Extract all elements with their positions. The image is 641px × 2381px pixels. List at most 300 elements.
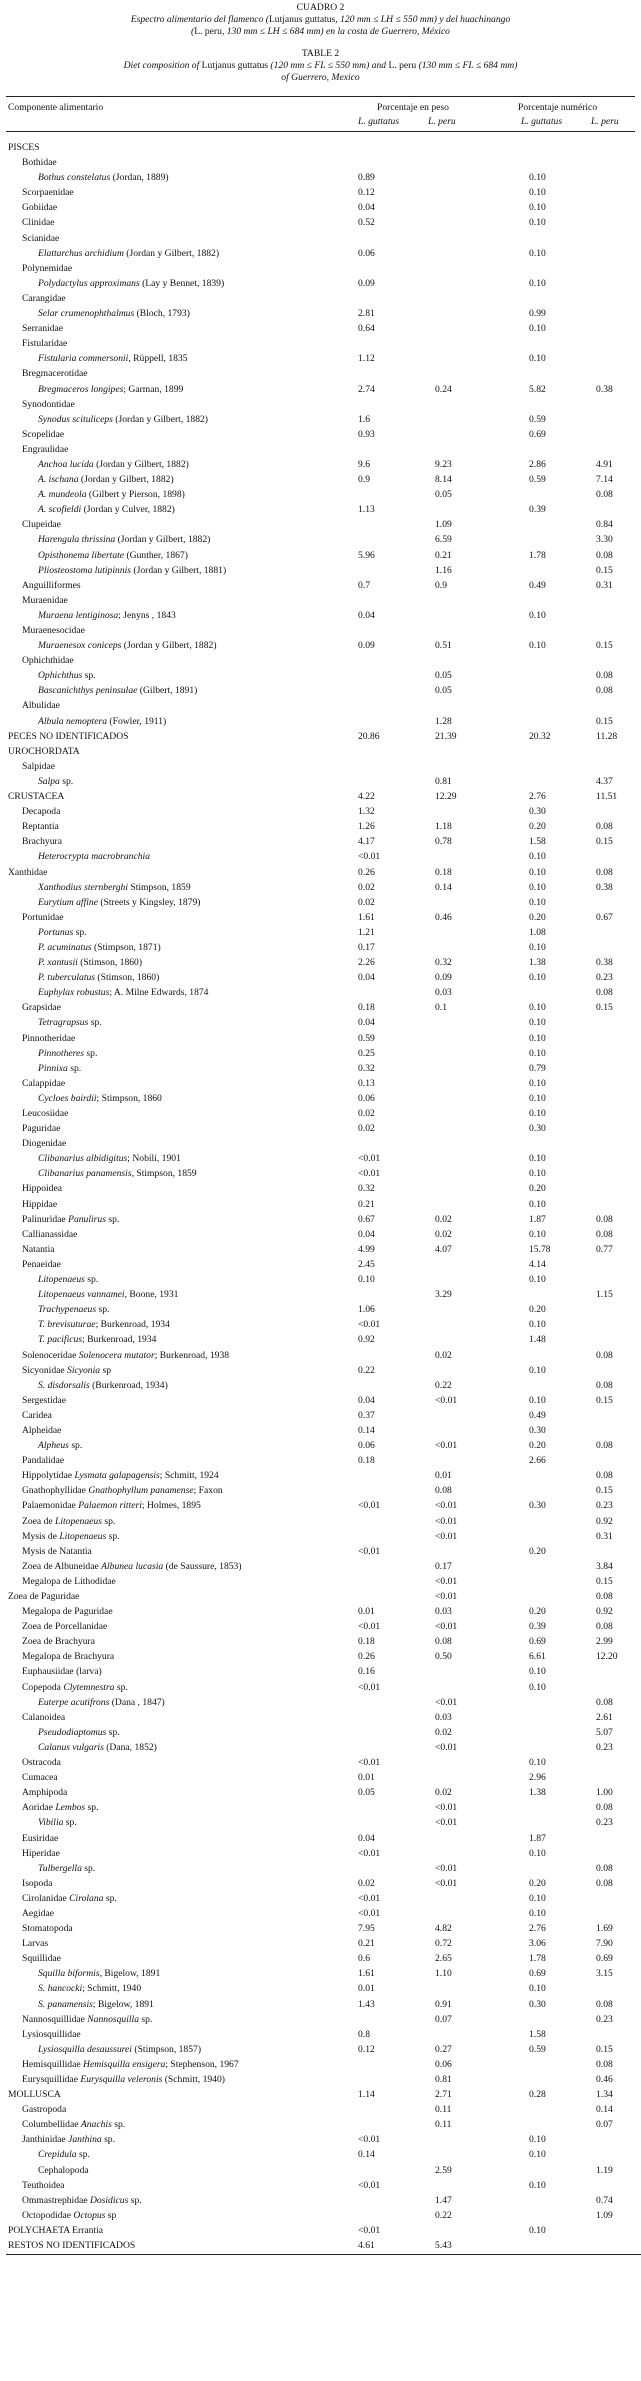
value-peru-weight: 0.05 (435, 489, 452, 501)
taxon-name (38, 849, 150, 864)
taxon-name (22, 1212, 119, 1227)
value-peru-numeric: 0.38 (596, 957, 613, 969)
value-guttatus-numeric: 0.10 (529, 1983, 546, 1995)
taxon-label: Solenoceridae (22, 1349, 79, 1361)
value-guttatus-numeric: 1.78 (529, 549, 546, 561)
value-guttatus-weight: <0.01 (358, 1168, 381, 1180)
taxon-name (22, 1619, 107, 1634)
table-row (0, 1498, 641, 1513)
table-row (0, 1755, 641, 1770)
taxon-name (22, 2208, 116, 2223)
table-row (0, 1529, 641, 1544)
taxon-genus: Clytemnestra (63, 1681, 115, 1693)
table-row (0, 1664, 641, 1679)
table-row (0, 261, 641, 276)
value-peru-weight: 1.16 (435, 564, 452, 576)
table-row (0, 351, 641, 366)
taxon-genus: Palaemon ritteri (78, 1500, 142, 1512)
value-guttatus-weight: <0.01 (358, 1621, 381, 1633)
table-row (0, 1695, 641, 1710)
taxon-name (22, 1755, 61, 1770)
taxon-name (22, 1197, 57, 1212)
value-guttatus-numeric: 0.10 (529, 1394, 546, 1406)
value-guttatus-weight: <0.01 (358, 2224, 381, 2236)
value-guttatus-weight: 0.37 (358, 1409, 375, 1421)
value-guttatus-weight: 5.96 (358, 549, 375, 561)
value-guttatus-numeric: 1.38 (529, 1787, 546, 1799)
taxon-authority: sp. (84, 1047, 98, 1059)
value-peru-numeric: 0.08 (596, 1621, 613, 1633)
taxon-label: Litopenaeus (38, 1274, 85, 1286)
taxon-label: Cephalopoda (38, 2164, 89, 2176)
value-guttatus-numeric: 0.10 (529, 881, 546, 893)
value-peru-numeric: 3.84 (596, 1560, 613, 1572)
taxon-authority: ; Schmitt, 1940 (82, 1983, 142, 1995)
value-guttatus-numeric: 0.20 (529, 1183, 546, 1195)
taxon-label: Xanthodius sternberghi (38, 881, 128, 893)
taxon-name (22, 1544, 92, 1559)
taxon-label: Amphipoda (22, 1787, 68, 1799)
taxon-label: Portunus (38, 926, 74, 938)
table-row (0, 2027, 641, 2042)
value-guttatus-numeric: 3.06 (529, 1938, 546, 1950)
taxon-label: Ophichthus (38, 670, 83, 682)
caption-title-en-line-2: of Guerrero, Mexico (281, 72, 360, 83)
value-peru-numeric: 12.20 (596, 1651, 618, 1663)
table-row (0, 170, 641, 185)
value-peru-numeric: 0.38 (596, 881, 613, 893)
value-guttatus-weight: 0.64 (358, 323, 375, 335)
table-row (0, 1106, 641, 1121)
value-guttatus-numeric: 4.14 (529, 1258, 546, 1270)
value-peru-numeric: 3.30 (596, 534, 613, 546)
taxon-label: RESTOS NO IDENTIFICADOS (8, 2240, 136, 2252)
taxon-name (22, 834, 62, 849)
taxon-name (22, 2057, 239, 2072)
taxon-name (22, 1710, 65, 1725)
value-guttatus-weight: 0.25 (358, 1047, 375, 1059)
taxon-label: Euphausiidae (larva) (22, 1666, 102, 1678)
table-row (0, 397, 641, 412)
taxon-authority: (Dana, 1852) (103, 1741, 157, 1753)
value-peru-numeric: 0.08 (596, 1349, 613, 1361)
value-guttatus-weight: 0.04 (358, 1017, 375, 1029)
value-guttatus-weight: 9.6 (358, 458, 370, 470)
value-peru-numeric: 0.08 (596, 1440, 613, 1452)
table-row (0, 698, 641, 713)
taxon-label: Heterocrypta macrobranchia (38, 851, 150, 863)
value-peru-weight: <0.01 (435, 1575, 458, 1587)
taxon-authority: ; Schmitt, 1924 (159, 1470, 219, 1482)
value-guttatus-numeric: 0.10 (529, 1847, 546, 1859)
table-row (0, 1287, 641, 1302)
taxon-label: Mysis de Natantia (22, 1545, 92, 1557)
taxon-name (22, 1498, 201, 1513)
table-row (0, 1619, 641, 1634)
table-row (0, 1574, 641, 1589)
table-row (0, 155, 641, 170)
taxon-authority: (Jordan y Gilbert, 1882) (121, 640, 217, 652)
table-row (0, 1514, 641, 1529)
taxon-label: T. pacificus (38, 1334, 83, 1346)
table-row (0, 457, 641, 472)
table-row (0, 1770, 641, 1785)
taxon-name (38, 955, 142, 970)
value-peru-numeric: 0.69 (596, 1953, 613, 1965)
taxon-name (38, 985, 208, 1000)
value-peru-weight: 0.32 (435, 957, 452, 969)
value-guttatus-numeric: 0.69 (529, 428, 546, 440)
taxon-label: Hippoidea (22, 1183, 62, 1195)
taxon-name (22, 2132, 115, 2147)
taxon-label: Megalopa de Brachyura (22, 1651, 115, 1663)
value-guttatus-weight: <0.01 (358, 851, 381, 863)
taxon-authority: sp. (81, 1862, 96, 1874)
table-row (0, 1876, 641, 1891)
taxon-label: Lysiosquilla desaussurei (38, 2043, 132, 2055)
value-peru-numeric: 0.15 (596, 1002, 613, 1014)
value-peru-numeric: 1.00 (596, 1787, 613, 1799)
value-guttatus-numeric: 1.78 (529, 1953, 546, 1965)
caption-title-en-line-1: Diet composition of Lutjanus guttatus (120 mm ≤ FL ≤ 550 mm) and L. peru (130 mm ≤ FL ≤ 684 mm) (123, 60, 518, 71)
value-guttatus-weight: 0.09 (358, 277, 375, 289)
value-peru-numeric: 4.91 (596, 458, 613, 470)
value-guttatus-numeric: 0.59 (529, 474, 546, 486)
value-guttatus-weight: 0.92 (358, 1334, 375, 1346)
table-row (0, 1197, 641, 1212)
table-row (0, 306, 641, 321)
taxon-label: Fistularidae (22, 338, 68, 350)
taxon-genus: Lysmata galapagensis (74, 1470, 160, 1482)
value-guttatus-weight: 0.02 (358, 896, 375, 908)
taxon-authority: , Stimpson, 1859 (131, 1168, 197, 1180)
value-peru-weight: 0.81 (435, 775, 452, 787)
value-guttatus-numeric: 0.49 (529, 579, 546, 591)
taxon-label: Selar crumenophthalmus (38, 308, 135, 320)
taxon-genus: Nannosquilla (87, 2013, 139, 2025)
taxon-name (22, 698, 60, 713)
value-guttatus-numeric: 0.10 (529, 1092, 546, 1104)
taxon-label: Gobiidae (22, 202, 58, 214)
table-row (0, 487, 641, 502)
taxon-authority: sp. (101, 1515, 116, 1527)
value-peru-weight: 2.71 (435, 2089, 452, 2101)
taxon-name (22, 1408, 52, 1423)
taxon-genus: Janthina (68, 2134, 102, 2146)
taxon-authority: , Rüppell, 1835 (128, 353, 188, 365)
table-row (0, 1468, 641, 1483)
value-guttatus-numeric: 0.10 (529, 640, 546, 652)
taxon-label: Ostracoda (22, 1757, 61, 1769)
table-row (0, 1257, 641, 1272)
caption-label-es: CUADRO 2 (296, 2, 345, 13)
taxon-name (22, 1393, 66, 1408)
taxon-label: Reptantia (22, 821, 59, 833)
value-peru-weight: 0.01 (435, 1470, 452, 1482)
taxon-authority: (de Saussure, 1853) (163, 1560, 242, 1572)
value-guttatus-weight: 0.67 (358, 1213, 375, 1225)
taxon-name (38, 1317, 170, 1332)
table-row (0, 1680, 641, 1695)
table-row (0, 2057, 641, 2072)
taxon-name (22, 1785, 67, 1800)
table-row (0, 1951, 641, 1966)
table-row (0, 668, 641, 683)
value-guttatus-weight: 0.04 (358, 1394, 375, 1406)
value-guttatus-weight: <0.01 (358, 1892, 381, 1904)
taxon-name (22, 2027, 81, 2042)
taxon-authority: sp. (59, 775, 74, 787)
value-guttatus-weight: 1.6 (358, 413, 370, 425)
taxon-authority: (Gilbert y Pierson, 1898) (86, 489, 185, 501)
value-guttatus-numeric: 0.10 (529, 1168, 546, 1180)
table-row (0, 1649, 641, 1664)
taxon-name (8, 865, 47, 880)
value-peru-numeric: 0.31 (596, 1530, 613, 1542)
taxon-label: A. scofieldi (38, 504, 82, 516)
value-peru-weight: <0.01 (435, 1862, 458, 1874)
taxon-label: Muraena lentiginosa (38, 609, 119, 621)
value-guttatus-weight: 2.26 (358, 957, 375, 969)
value-peru-weight: 0.9 (435, 579, 447, 591)
taxon-name (38, 548, 188, 563)
table-row (0, 638, 641, 653)
taxon-authority: (Jordan y Gilbert, 1882) (78, 474, 174, 486)
value-guttatus-numeric: 0.10 (529, 2134, 546, 2146)
value-peru-weight: 0.05 (435, 670, 452, 682)
table-row (0, 2163, 641, 2178)
value-guttatus-numeric: 0.10 (529, 1032, 546, 1044)
value-peru-weight: <0.01 (435, 1440, 458, 1452)
table-row (0, 366, 641, 381)
taxon-name (38, 170, 169, 185)
table-row (0, 1151, 641, 1166)
taxon-name (22, 1936, 48, 1951)
value-guttatus-numeric: 1.58 (529, 836, 546, 848)
header-numeric: Porcentaje numérico (518, 102, 598, 113)
value-guttatus-numeric: 0.10 (529, 1017, 546, 1029)
value-guttatus-weight: <0.01 (358, 1545, 381, 1557)
taxon-label: Penaeidae (22, 1258, 61, 1270)
value-guttatus-numeric: 0.10 (529, 2224, 546, 2236)
value-guttatus-numeric: 2.76 (529, 791, 546, 803)
value-peru-weight: 1.10 (435, 1968, 452, 1980)
taxon-authority: (Schmitt, 1940) (162, 2074, 225, 2085)
taxon-label: Clibanarius panamensis (38, 1168, 132, 1180)
value-peru-numeric: 0.08 (596, 1802, 613, 1814)
value-guttatus-weight: 0.14 (358, 2149, 375, 2161)
table-row (0, 336, 641, 351)
taxon-authority: sp. (101, 2134, 115, 2146)
taxon-name (22, 1227, 77, 1242)
taxon-label: Squilla biformis (38, 1968, 100, 1980)
taxon-label: Leucosiidae (22, 1108, 69, 1119)
table-row (0, 1212, 641, 1227)
taxon-authority: ; Faxon (193, 1485, 223, 1497)
taxon-label: Muraenesocidae (22, 625, 85, 636)
taxon-label: Megalopa de Paguridae (22, 1606, 113, 1618)
value-guttatus-numeric: 0.10 (529, 609, 546, 621)
taxon-label: Mysis de (22, 1530, 60, 1542)
value-guttatus-numeric: 0.10 (529, 1319, 546, 1331)
value-peru-numeric: 0.15 (596, 564, 613, 576)
value-peru-numeric: 2.99 (596, 1636, 613, 1648)
taxon-name (22, 1951, 61, 1966)
value-peru-weight: 0.08 (435, 1636, 452, 1648)
taxon-name (22, 2193, 142, 2208)
value-peru-weight: 0.02 (435, 1726, 452, 1738)
taxon-label: Elattarchus archidium (38, 247, 124, 259)
taxon-name (38, 2042, 201, 2057)
taxon-label: Eusiridae (22, 1832, 59, 1844)
taxon-name (22, 1559, 242, 1574)
taxon-label: Xanthidae (8, 866, 48, 878)
taxon-name (22, 321, 63, 336)
taxon-label: Palinuridae (22, 1213, 69, 1225)
value-guttatus-numeric: 1.58 (529, 2028, 546, 2040)
value-guttatus-weight: 0.21 (358, 1938, 375, 1950)
taxon-label: Crepidula (38, 2149, 77, 2161)
taxon-name (22, 1906, 54, 1921)
value-guttatus-weight: 0.26 (358, 866, 375, 878)
taxon-authority: (Stimpson, 1871) (91, 941, 161, 953)
taxon-authority: ; A. Milne Edwards, 1874 (109, 987, 209, 999)
value-peru-weight: 2.59 (435, 2164, 452, 2176)
table-row (0, 774, 641, 789)
table-row (0, 382, 641, 397)
taxon-name (22, 1468, 219, 1483)
value-guttatus-numeric: 0.10 (529, 851, 546, 863)
taxon-name (22, 442, 68, 457)
value-peru-weight: 0.02 (435, 1213, 452, 1225)
taxon-name (22, 1136, 66, 1151)
value-guttatus-weight: 2.45 (358, 1258, 375, 1270)
value-guttatus-numeric: 0.30 (529, 1500, 546, 1512)
value-guttatus-weight: 0.04 (358, 1832, 375, 1844)
taxon-label: Litopenaeus vannamei (38, 1289, 125, 1301)
taxon-name (22, 623, 85, 638)
value-peru-numeric: 0.15 (596, 1485, 613, 1497)
value-guttatus-weight: 0.6 (358, 1953, 370, 1965)
caption-label-en: TABLE 2 (301, 48, 340, 59)
value-guttatus-numeric: 0.10 (529, 896, 546, 908)
taxon-label: POLYCHAETA Errantia (8, 2224, 103, 2236)
taxon-label: Aoridae (22, 1802, 56, 1814)
taxon-authority: (Stimpson, 1857) (131, 2043, 202, 2055)
taxon-authority: (Bloch, 1793) (134, 308, 190, 320)
taxon-label: Euterpe acutifrons (38, 1696, 110, 1708)
value-peru-weight: 0.11 (435, 2119, 452, 2131)
taxon-label: Gnathophyllidae (22, 1485, 89, 1497)
value-guttatus-numeric: 0.69 (529, 1636, 546, 1648)
table-row (0, 1076, 641, 1091)
taxon-name (38, 1695, 165, 1710)
taxon-label: Opisthonema libertate (38, 549, 125, 561)
taxon-label: Polynemidae (22, 262, 73, 274)
table-row (0, 608, 641, 623)
value-guttatus-weight: <0.01 (358, 1847, 381, 1859)
taxon-authority: sp. (68, 1440, 83, 1452)
value-guttatus-numeric: 0.10 (529, 1108, 546, 1119)
value-guttatus-numeric: 0.10 (529, 202, 546, 214)
table-row (0, 1921, 641, 1936)
taxon-genus: Litopenaeus (59, 1530, 107, 1542)
taxon-label: Brachyura (22, 836, 62, 848)
taxon-label: Callianassidae (22, 1228, 78, 1240)
value-peru-numeric: 0.08 (596, 1379, 613, 1391)
taxon-authority: sp. (139, 2013, 153, 2025)
taxon-authority: (Dana , 1847) (109, 1696, 165, 1708)
taxon-name (38, 487, 185, 502)
value-peru-weight: 0.11 (435, 2104, 452, 2116)
value-peru-weight: 0.02 (435, 1349, 452, 1361)
table-row (0, 1997, 641, 2012)
value-guttatus-weight: 0.01 (358, 1772, 375, 1784)
taxon-name (38, 1302, 109, 1317)
taxon-label: Albulidae (22, 700, 60, 712)
taxon-label: Aegidae (22, 1907, 54, 1919)
header-peru-numeric: L. peru (591, 116, 619, 127)
value-peru-weight: <0.01 (435, 1530, 458, 1542)
value-peru-weight: 4.82 (435, 1923, 452, 1935)
table-row (0, 729, 641, 744)
taxon-label: Serranidae (22, 323, 64, 335)
table-row (0, 1981, 641, 1996)
taxon-label: P. tuberculatus (38, 972, 96, 984)
table-row (0, 925, 641, 940)
taxon-authority: (Gilbert, 1891) (137, 685, 198, 697)
taxon-label: Zoea de Brachyura (22, 1636, 95, 1648)
value-guttatus-weight: 0.93 (358, 428, 375, 440)
value-peru-weight: 0.81 (435, 2074, 452, 2085)
value-guttatus-weight: 1.32 (358, 806, 375, 818)
taxon-label: Alpheus (38, 1440, 69, 1452)
taxon-name (22, 185, 74, 200)
value-guttatus-numeric: 0.10 (529, 1757, 546, 1769)
table-row (0, 880, 641, 895)
value-peru-numeric: 0.77 (596, 1243, 613, 1255)
taxon-name (22, 759, 55, 774)
taxon-genus: Dosidicus (89, 2194, 129, 2206)
header-top-rule (6, 96, 635, 97)
taxon-label: Salpidae (22, 760, 56, 772)
value-peru-numeric: 0.15 (596, 715, 613, 727)
taxon-genus: Panulirus (68, 1213, 106, 1225)
taxon-label: Bregmacerotidae (22, 368, 88, 380)
taxon-name (22, 1634, 95, 1649)
table-row (0, 985, 641, 1000)
value-guttatus-weight: 0.04 (358, 202, 375, 214)
value-peru-numeric: 0.08 (596, 685, 613, 697)
value-guttatus-weight: <0.01 (358, 1153, 381, 1165)
taxon-name (22, 1831, 58, 1846)
taxon-label: Anguilliformes (22, 579, 81, 591)
value-peru-weight: 0.18 (435, 866, 452, 878)
taxon-label: Nannosquillidae (22, 2013, 88, 2025)
value-guttatus-numeric: 0.39 (529, 504, 546, 516)
taxon-name (8, 1589, 79, 1604)
taxon-authority: (Gunther, 1867) (124, 549, 188, 561)
taxon-label: Calanus vulgaris (38, 1741, 104, 1753)
taxon-genus: Sicyonia (67, 1364, 101, 1376)
taxon-name (22, 2178, 64, 2193)
value-peru-weight: 0.72 (435, 1938, 452, 1950)
taxon-name (22, 2072, 225, 2087)
value-peru-numeric: 0.14 (596, 2104, 613, 2116)
value-guttatus-weight: 4.99 (358, 1243, 375, 1255)
table-row (0, 895, 641, 910)
value-peru-numeric: 0.23 (596, 1817, 613, 1829)
